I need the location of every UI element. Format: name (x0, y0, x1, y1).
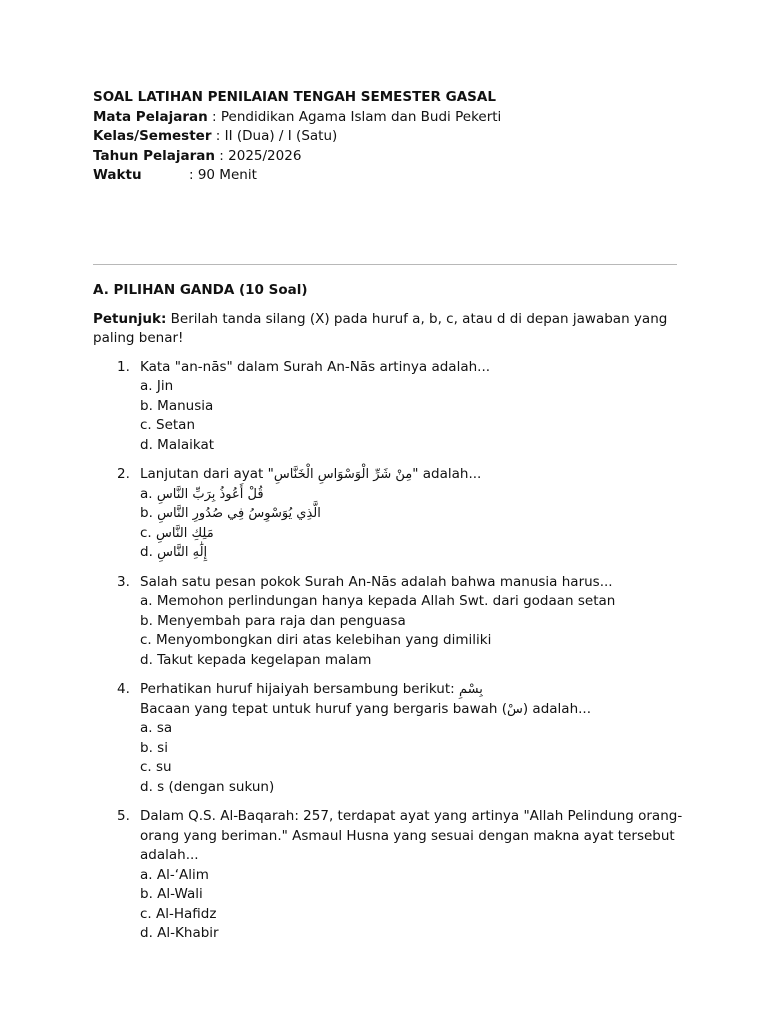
academic-year-value: : 2025/2026 (215, 147, 302, 164)
question-4 (93, 680, 683, 797)
question-number: 3. (117, 573, 130, 590)
option-a[interactable]: a. قُلْ أَعُوذُ بِرَبِّ النَّاسِ (140, 485, 264, 502)
instruction (93, 310, 683, 349)
arabic-letter: سْ (507, 701, 523, 717)
option-d[interactable]: d. s (dengan sukun) (140, 778, 275, 795)
exam-header (93, 88, 501, 186)
question-1 (93, 358, 683, 456)
option-a[interactable]: a. sa (140, 720, 173, 736)
option-a[interactable]: a. Al-‘Alim (140, 866, 209, 883)
question-text-before: Lanjutan dari ayat " (140, 466, 274, 482)
section-title: A. PILIHAN GANDA (10 Soal) (93, 282, 308, 298)
question-text: Dalam Q.S. Al-Baqarah: 257, terdapat ayat yang artinya "Allah Pelindung orang-orang yang beriman." Asmaul Husna yang sesuai dengan makna ayat tersebut adalah... (140, 808, 683, 863)
question-text: Kata "an-nās" dalam Surah An-Nās artinya adalah... (140, 358, 491, 375)
time-value: : 90 Menit (189, 167, 257, 183)
instruction-text: Berilah tanda silang (X) pada huruf a, b, c, atau d di depan jawaban yang paling benar! (93, 310, 668, 346)
question-5 (93, 807, 683, 944)
arabic-verse: مِنْ شَرِّ الْوَسْوَاسِ الْخَنَّاسِ (273, 467, 413, 482)
question-number: 5. (117, 808, 130, 824)
question-3 (93, 573, 683, 671)
arabic-word: بِسْمِ (459, 682, 483, 697)
question-section (93, 281, 683, 954)
question-text-before: Perhatikan huruf hijaiyah bersambung berikut: (140, 681, 459, 697)
option-d[interactable]: d. Malaikat (140, 436, 215, 453)
option-c[interactable]: c. Menyombongkan diri atas kelebihan yang dimiliki (140, 632, 492, 648)
class-semester-label: Kelas/Semester (93, 128, 212, 144)
option-c[interactable]: c. su (140, 759, 172, 775)
option-d[interactable]: d. Al-Khabir (140, 925, 219, 941)
option-d[interactable]: d. إِلَٰهِ النَّاسِ (140, 544, 208, 560)
subject-label: Mata Pelajaran (93, 108, 208, 125)
question-text: Salah satu pesan pokok Surah An-Nās adalah bahwa manusia harus... (140, 573, 613, 590)
class-semester-row (93, 127, 501, 147)
academic-year-label: Tahun Pelajaran (93, 147, 216, 164)
horizontal-divider (93, 264, 677, 265)
option-c[interactable]: c. Setan (140, 417, 196, 433)
question-number: 1. (117, 358, 130, 375)
time-row (93, 166, 501, 186)
time-label: Waktu (93, 167, 142, 183)
option-b[interactable]: b. si (140, 739, 168, 756)
option-d[interactable]: d. Takut kepada kegelapan malam (140, 651, 372, 668)
option-a[interactable]: a. Jin (140, 378, 174, 394)
option-b[interactable]: b. الَّذِي يُوَسْوِسُ فِي صُدُورِ النَّاسِ (140, 505, 321, 521)
question-text-after: " adalah... (412, 466, 482, 482)
instruction-label: Petunjuk: (93, 310, 167, 327)
option-b[interactable]: b. Manusia (140, 397, 214, 414)
question-2 (93, 465, 683, 563)
subject-value: : Pendidikan Agama Islam dan Budi Pekerti (207, 108, 502, 125)
option-a[interactable]: a. Memohon perlindungan hanya kepada Allah Swt. dari godaan setan (140, 593, 616, 609)
academic-year-row (93, 147, 501, 167)
exam-title: SOAL LATIHAN PENILAIAN TENGAH SEMESTER GASAL (93, 89, 496, 105)
class-semester-value: : II (Dua) / I (Satu) (211, 128, 338, 144)
question-number: 2. (117, 466, 130, 482)
option-b[interactable]: b. Menyembah para raja dan penguasa (140, 612, 406, 629)
question-number: 4. (117, 681, 130, 697)
question-subtext: Bacaan yang tepat untuk huruf yang bergaris bawah (سْ) adalah... (140, 700, 592, 717)
question-list (93, 358, 683, 944)
option-c[interactable]: c. مَلِكِ النَّاسِ (140, 524, 214, 541)
subject-row (93, 108, 501, 128)
option-c[interactable]: c. Al-Hafidz (140, 905, 217, 922)
option-b[interactable]: b. Al-Wali (140, 886, 203, 902)
